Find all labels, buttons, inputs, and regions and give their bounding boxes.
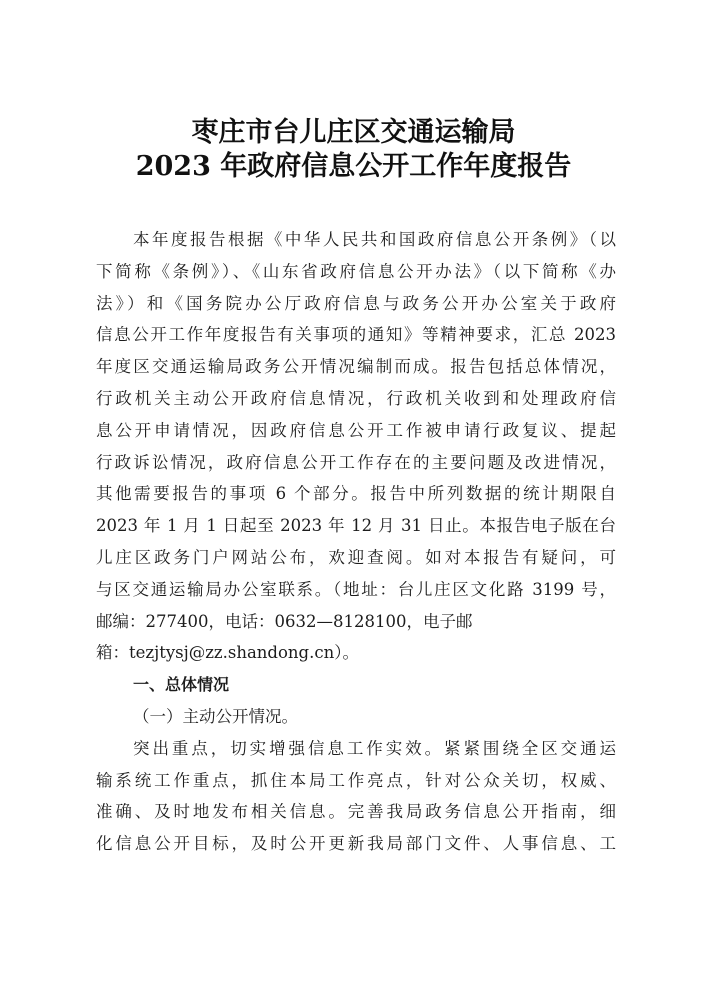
intro-line: 下简称《条例》）、《山东省政府信息公开办法》（以下简称《办: [96, 261, 616, 281]
intro-line: 法》）和《国务院办公厅政府信息与政务公开办公室关于政府: [96, 293, 616, 313]
intro-line: 2023 年 1 月 1 日起至 2023 年 12 月 31 日止。本报告电子版在台: [96, 516, 616, 536]
section-line: 输系统工作重点，抓住本局工作亮点，针对公众关切，权威、: [96, 770, 616, 790]
intro-line: 邮编：277400，电话：0632—8128100，电子邮: [96, 611, 473, 631]
section-heading: 一、总体情况: [133, 675, 230, 695]
intro-line: 行政诉讼情况，政府信息公开工作存在的主要问题及改进情况，: [96, 452, 616, 472]
intro-line: 儿庄区政务门户网站公布，欢迎查阅。如对本报告有疑问，可: [96, 547, 616, 567]
intro-line: 箱：tezjtysj@zz.shandong.cn）。: [96, 643, 359, 663]
intro-line: 息公开申请情况，因政府信息公开工作被申请行政复议、提起: [96, 420, 616, 440]
section-line: 化信息公开目标，及时公开更新我局部门文件、人事信息、工: [96, 834, 616, 854]
section-line: 准确、及时地发布相关信息。完善我局政务信息公开指南，细: [96, 802, 616, 822]
intro-line: 行政机关主动公开政府信息情况，行政机关收到和处理政府信: [96, 388, 616, 408]
intro-line: 与区交通运输局办公室联系。（地址：台儿庄区文化路 3199 号，: [96, 579, 616, 599]
intro-line: 年度区交通运输局政务公开情况编制而成。报告包括总体情况，: [96, 357, 616, 377]
intro-line: 其他需要报告的事项 6 个部分。报告中所列数据的统计期限自: [96, 484, 616, 504]
intro-line: 信息公开工作年度报告有关事项的通知》等精神要求，汇总 2023: [96, 325, 616, 345]
subsection-heading: （一）主动公开情况。: [133, 706, 298, 726]
report-title-line-1: 枣庄市台儿庄区交通运输局: [191, 117, 516, 148]
intro-line: 本年度报告根据《中华人民共和国政府信息公开条例》（以: [133, 230, 616, 249]
section-line: 突出重点，切实增强信息工作实效。紧紧围绕全区交通运: [133, 738, 616, 758]
report-body: [96, 224, 616, 860]
report-title-line-2: 2023 年政府信息公开工作年度报告: [135, 151, 572, 182]
